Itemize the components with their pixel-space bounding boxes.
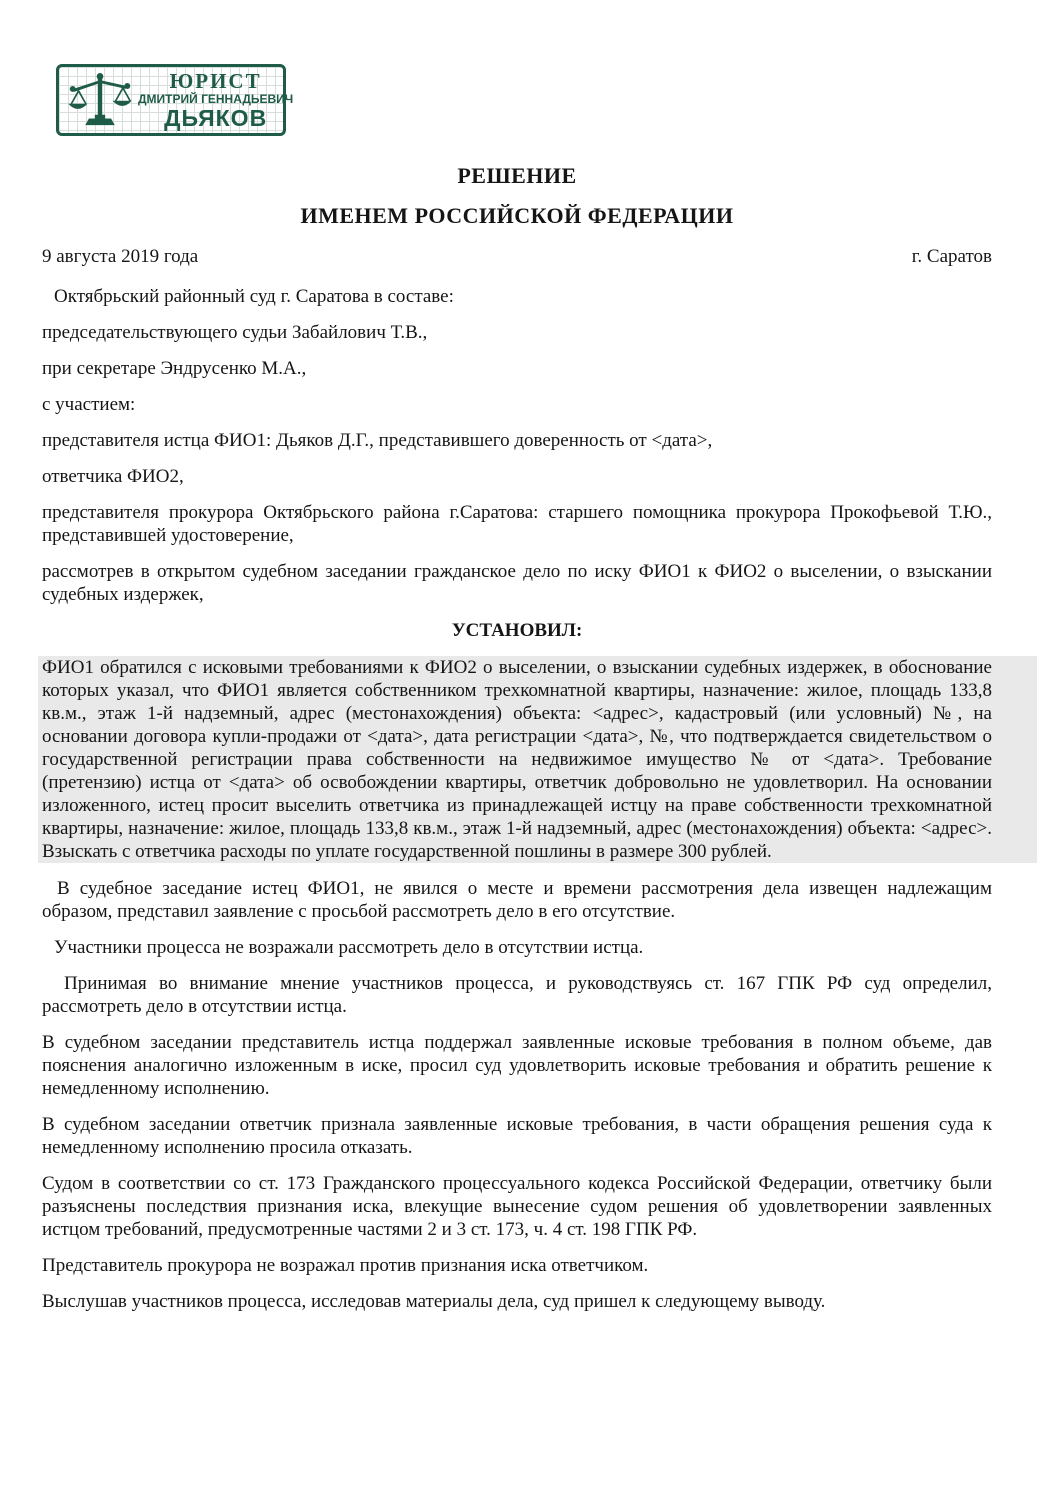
decision-date: 9 августа 2019 года [42,246,199,267]
body-paragraph: В судебном заседании ответчик признала заявленные исковые требования, в части обращения решения суда к немедленному исполнению просила отказать. [42,1114,992,1158]
logo-name-line: ДМИТРИЙ ГЕННАДЬЕВИЧ [138,92,294,106]
dateline [42,245,992,268]
document-subtitle: ИМЕНЕМ РОССИЙСКОЙ ФЕДЕРАЦИИ [300,203,734,228]
claim-paragraph-highlighted: ФИО1 обратился с исковыми требованиями к ФИО2 о выселении, о взыскании судебных издержек, в обоснование которых указал, что ФИО1 является собственником трехкомнатной квартиры, назначение: жилое, площадь 133,8 кв.м., этаж 1-й надземный, адрес (местонахождения) объекта: <адрес>, кадастровый (или условный) №, на основании договора купли-продажи от <дата>, дата регистрации <дата>, №, что подтверждается свидетельством о государственной регистрации права собственности на недвижимое имущество № от <дата>. Требование (претензию) истца от <дата> об освобождении квартиры, ответчик добровольно не удовлетворил. На основании изложенного, истец просит выселить ответчика из принадлежащей истцу на праве собственности трехкомнатной квартиры, назначение: жилое, площадь 133,8 кв.м., этаж 1-й надземный, адрес (местонахождения) объекта: <адрес>. Взыскать с ответчика расходы по уплате государственной пошлины в размере 300 рублей. [38,656,1037,863]
decision-city: г. Саратов [911,246,992,267]
logo-surname: ДЬЯКОВ [164,105,268,131]
intro-defendant-line: ответчика ФИО2, [42,466,184,487]
body-paragraph: Представитель прокурора не возражал против признания иска ответчиком. [42,1255,649,1276]
body-paragraph: Выслушав участников процесса, исследовав материалы дела, суд пришел к следующему выводу. [42,1291,826,1312]
intro-case-line: рассмотрев в открытом судебном заседании гражданское дело по иску ФИО1 к ФИО2 о выселении, о взыскании судебных издержек, [42,561,992,605]
intro-plaintiff-rep-line: представителя истца ФИО1: Дьяков Д.Г., представившего доверенность от <дата>, [42,430,713,451]
intro-court-line: Октябрьский районный суд г. Саратова в составе: [54,286,454,307]
intro-secretary-line: при секретаре Эндрусенко М.А., [42,358,307,379]
intro-judge-line: председательствующего судьи Забайлович Т.В., [42,322,428,343]
section-header-established: УСТАНОВИЛ: [451,620,583,641]
body-paragraph: В судебном заседании представитель истца поддержал заявленные исковые требования в полном объеме, дав пояснения аналогично изложенным в иске, просил суд удовлетворить исковые требования и обратить решение к немедленному исполнению. [42,1032,992,1099]
body-paragraph: Судом в соответствии со ст. 173 Гражданского процессуального кодекса Российской Федерации, ответчику были разъяснены последствия признания иска, влекущие вынесение судом решения об удовлетворении заявленных истцом требований, предусмотренные частями 2 и 3 ст. 173, ч. 4 ст. 198 ГПК РФ. [42,1173,992,1240]
document-title: РЕШЕНИЕ [457,163,577,188]
body-paragraph: Участники процесса не возражали рассмотреть дело в отсутствии истца. [54,937,644,958]
logo-title: ЮРИСТ [169,69,262,93]
intro-participants-label: с участием: [42,394,136,415]
body-paragraph: Принимая во внимание мнение участников процесса, и руководствуясь ст. 167 ГПК РФ суд определил, рассмотреть дело в отсутствии истца. [42,973,992,1017]
body-paragraph: В судебное заседание истец ФИО1, не явился о месте и времени рассмотрения дела извещен надлежащим образом, представил заявление с просьбой рассмотреть дело в его отсутствие. [42,878,992,922]
intro-prosecutor-line: представителя прокурора Октябрьского района г.Саратова: старшего помощника прокурора Прокофьевой Т.Ю., представившей удостоверение, [42,502,992,546]
